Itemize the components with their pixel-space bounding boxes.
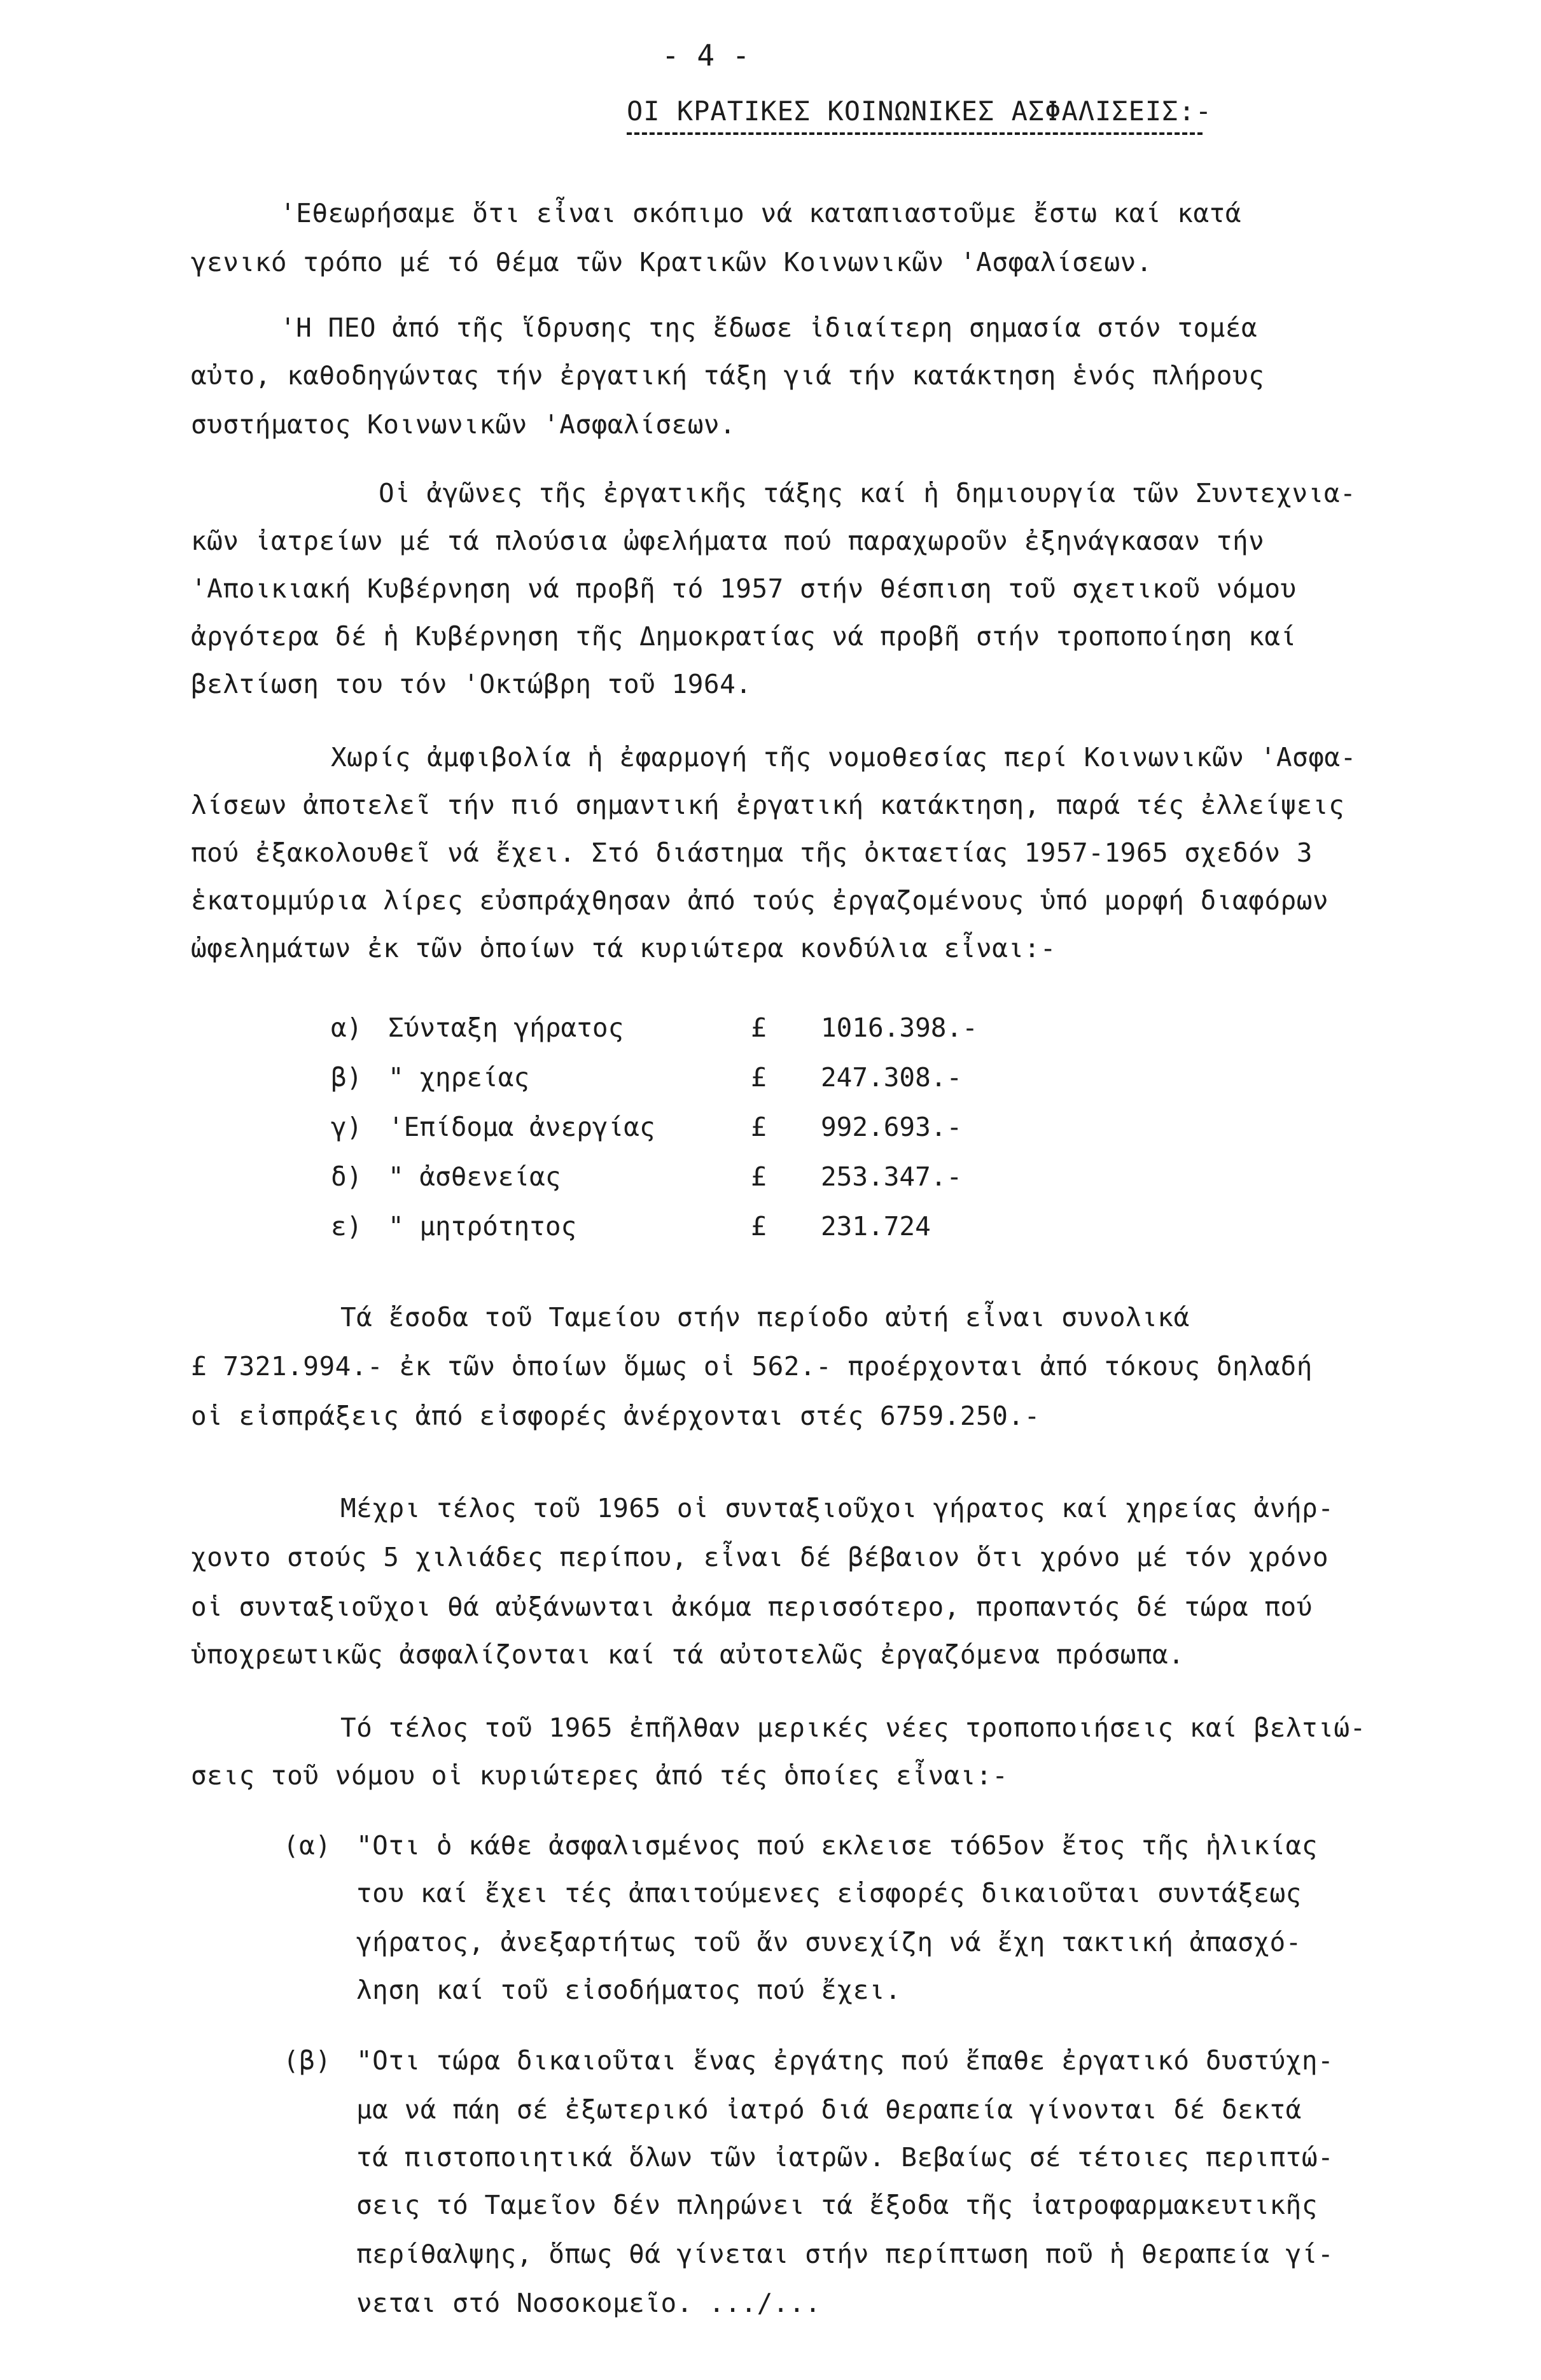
- row-amount: 231.724: [821, 1211, 931, 1242]
- paragraph-6-line: οἱ συνταξιοῦχοι θά αὐξάνωνται ἀκόμα περισσότερο, προπαντός δέ τώρα πού: [191, 1592, 1313, 1622]
- row-item: " ἀσθενείας: [388, 1161, 561, 1192]
- paragraph-3-line: βελτίωση του τόν 'Οκτώβρη τοῦ 1964.: [191, 669, 752, 699]
- paragraph-7-line: Τό τέλος τοῦ 1965 ἐπῆλθαν μερικές νέες τροποποιήσεις καί βελτιώ-: [340, 1712, 1366, 1743]
- currency-symbol: £: [751, 1161, 767, 1192]
- paragraph-3-line: ἀργότερα δέ ἡ Κυβέρνηση τῆς Δημοκρατίας νά προβῆ στήν τροποποίηση καί: [191, 621, 1297, 652]
- paragraph-7-line: σεις τοῦ νόμου οἱ κυριώτερες ἀπό τές ὁποίες εἶναι:-: [191, 1760, 1008, 1791]
- item-b-line: "Οτι τώρα δικαιοῦται ἕνας ἐργάτης πού ἔπαθε ἐργατικό δυστύχη-: [356, 2045, 1334, 2076]
- currency-symbol: £: [751, 1012, 767, 1043]
- paragraph-6-line: ὑποχρεωτικῶς ἀσφαλίζονται καί τά αὐτοτελῶς ἐργαζόμενα πρόσωπα.: [191, 1639, 1185, 1670]
- item-b-line: περίθαλψης, ὅπως θά γίνεται στήν περίπτωση ποῦ ἡ θεραπεία γί-: [356, 2239, 1334, 2269]
- item-b-line: τά πιστοποιητικά ὅλων τῶν ἰατρῶν. Βεβαίως σέ τέτοιες περιπτώ-: [356, 2142, 1334, 2173]
- paragraph-5-line: Τά ἔσοδα τοῦ Ταμείου στήν περίοδο αὐτή εἶναι συνολικά: [340, 1302, 1190, 1333]
- paragraph-3-line: κῶν ἰατρείων μέ τά πλούσια ὠφελήματα πού παραχωροῦν ἐξηνάγκασαν τήν: [191, 526, 1265, 556]
- row-amount: 253.347.-: [821, 1161, 963, 1192]
- paragraph-4-line: λίσεων ἀποτελεῖ τήν πιό σημαντική ἐργατική κατάκτηση, παρά τές ἐλλείψεις: [191, 790, 1345, 820]
- item-b-line: σεις τό Ταμεῖον δέν πληρώνει τά ἔξοδα τῆς ἰατροφαρμακευτικῆς: [356, 2190, 1318, 2220]
- page-number: - 4 -: [662, 38, 750, 73]
- row-label: ε): [331, 1211, 363, 1242]
- row-amount: 1016.398.-: [821, 1012, 978, 1043]
- item-a-line: του καί ἔχει τές ἀπαιτούμενες εἰσφορές δικαιοῦται συντάξεως: [356, 1878, 1302, 1908]
- row-item: Σύνταξη γήρατος: [388, 1012, 624, 1043]
- page-title: ΟΙ ΚΡΑΤΙΚΕΣ ΚΟΙΝΩΝΙΚΕΣ ΑΣΦΑΛΙΣΕΙΣ:-: [627, 95, 1213, 127]
- paragraph-3-line: Οἱ ἀγῶνες τῆς ἐργατικῆς τάξης καί ἡ δημιουργία τῶν Συντεχνια-: [379, 478, 1356, 508]
- currency-symbol: £: [751, 1112, 767, 1142]
- item-a-line: γήρατος, ἀνεξαρτήτως τοῦ ἄν συνεχίζη νά ἔχη τακτική ἀπασχό-: [356, 1927, 1302, 1957]
- item-b-line: μα νά πάη σέ ἐξωτερικό ἰατρό διά θεραπεία γίνονται δέ δεκτά: [356, 2094, 1302, 2125]
- row-label: β): [331, 1062, 363, 1093]
- row-item: " μητρότητος: [388, 1211, 577, 1242]
- item-b-line: νεται στό Νοσοκομεῖο. .../...: [356, 2288, 821, 2318]
- row-amount: 992.693.-: [821, 1112, 963, 1142]
- paragraph-2-line: συστήματος Κοινωνικῶν 'Ασφαλίσεων.: [191, 409, 736, 440]
- paragraph-3-line: 'Αποικιακή Κυβέρνηση νά προβῆ τό 1957 στήν θέσπιση τοῦ σχετικοῦ νόμου: [191, 573, 1297, 604]
- paragraph-4-line: πού ἐξακολουθεῖ νά ἔχει. Στό διάστημα τῆς ὀκταετίας 1957-1965 σχεδόν 3: [191, 837, 1313, 868]
- paragraph-4-line: ἑκατομμύρια λίρες εὐσπράχθησαν ἀπό τούς ἐργαζομένους ὑπό μορφή διαφόρων: [191, 885, 1329, 916]
- row-label: γ): [331, 1112, 363, 1142]
- row-label: δ): [331, 1161, 363, 1192]
- paragraph-1-line: γενικό τρόπο μέ τό θέμα τῶν Κρατικῶν Κοινωνικῶν 'Ασφαλίσεων.: [191, 247, 1153, 277]
- item-a-line: ληση καί τοῦ εἰσοδήματος πού ἔχει.: [356, 1975, 902, 2005]
- paragraph-4-line: Χωρίς ἀμφιβολία ἡ ἐφαρμογή τῆς νομοθεσίας περί Κοινωνικῶν 'Ασφα-: [331, 742, 1356, 773]
- currency-symbol: £: [751, 1211, 767, 1242]
- item-a-label: (α): [283, 1830, 331, 1861]
- row-label: α): [331, 1012, 363, 1043]
- item-b-label: (β): [283, 2045, 331, 2076]
- currency-symbol: £: [751, 1062, 767, 1093]
- row-item: " χηρείας: [388, 1062, 530, 1093]
- title-underline: [627, 132, 1203, 135]
- row-amount: 247.308.-: [821, 1062, 963, 1093]
- paragraph-5-line: £ 7321.994.- ἐκ τῶν ὁποίων ὅμως οἱ 562.- προέρχονται ἀπό τόκους δηλαδή: [191, 1351, 1313, 1382]
- paragraph-6-line: Μέχρι τέλος τοῦ 1965 οἱ συνταξιοῦχοι γήρατος καί χηρείας ἀνήρ-: [340, 1493, 1334, 1523]
- row-item: 'Επίδομα ἀνεργίας: [388, 1112, 655, 1142]
- paragraph-6-line: χοντο στούς 5 χιλιάδες περίπου, εἶναι δέ βέβαιον ὅτι χρόνο μέ τόν χρόνο: [191, 1542, 1329, 1572]
- paragraph-5-line: οἱ εἰσπράξεις ἀπό εἰσφορές ἀνέρχονται στές 6759.250.-: [191, 1401, 1040, 1431]
- item-a-line: "Οτι ὁ κάθε ἀσφαλισμένος πού εκλεισε τό65ον ἔτος τῆς ἡλικίας: [356, 1830, 1318, 1861]
- paragraph-2-line: 'Η ΠΕΟ ἀπό τῆς ἵδρυσης της ἔδωσε ἰδιαίτερη σημασία στόν τομέα: [280, 312, 1258, 343]
- paragraph-1-line: 'Εθεωρήσαμε ὅτι εἶναι σκόπιμο νά καταπιαστοῦμε ἔστω καί κατά: [280, 198, 1242, 228]
- paragraph-2-line: αὐτο, καθοδηγώντας τήν ἐργατική τάξη γιά τήν κατάκτηση ἑνός πλήρους: [191, 360, 1265, 391]
- paragraph-4-line: ὠφελημάτων ἐκ τῶν ὁποίων τά κυριώτερα κονδύλια εἶναι:-: [191, 933, 1056, 963]
